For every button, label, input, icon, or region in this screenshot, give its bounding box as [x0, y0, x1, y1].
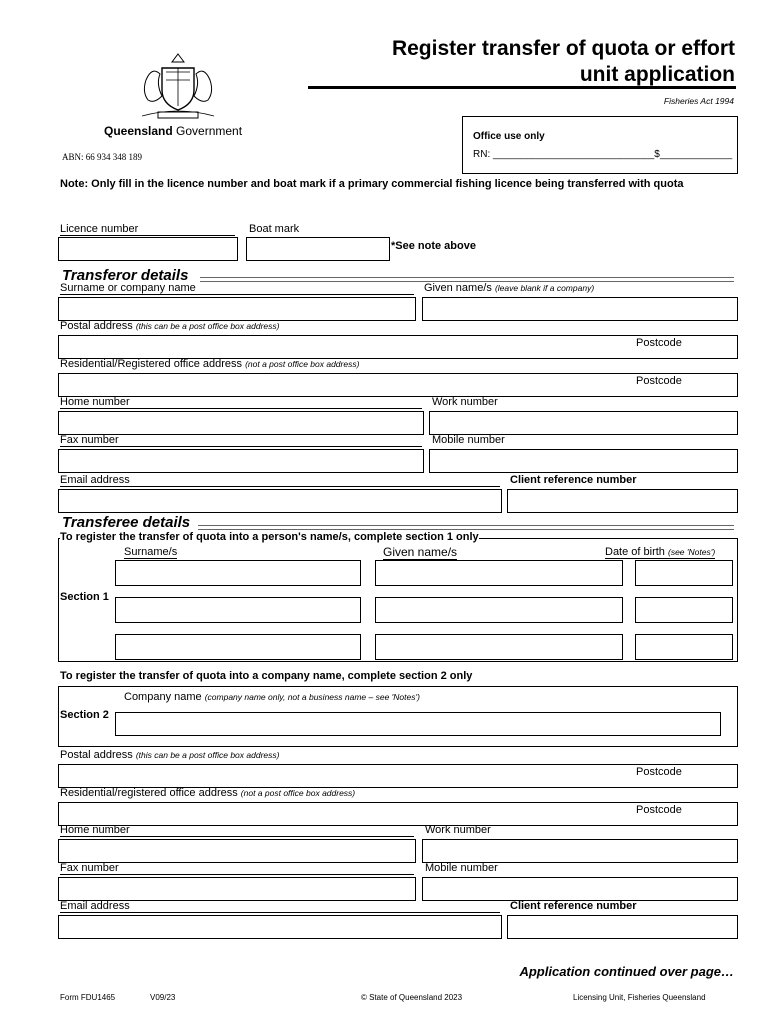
transferor-mobile-label: Mobile number	[432, 434, 505, 446]
footer-form-number: Form FDU1465	[60, 993, 116, 1002]
transferee-email-label: Email address	[60, 900, 500, 913]
transferee-home-label: Home number	[60, 824, 414, 837]
transferor-surname-input[interactable]	[58, 297, 416, 321]
licence-note: Note: Only fill in the licence number and boat mark if a primary commercial fishing licence being transferred with quota	[60, 178, 684, 190]
transferor-given-input[interactable]	[422, 297, 738, 321]
transferee-mobile-label: Mobile number	[425, 862, 498, 874]
see-note-label: *See note above	[391, 240, 476, 252]
abn: ABN: 66 934 348 189	[62, 152, 143, 162]
boat-mark-label: Boat mark	[249, 223, 300, 235]
section1-surname-2-input[interactable]	[115, 597, 361, 623]
section2-label: Section 2	[60, 709, 109, 721]
transferor-fax-label: Fax number	[60, 434, 422, 447]
section1-dob-3-input[interactable]	[635, 634, 733, 660]
transferor-fax-input[interactable]	[58, 449, 424, 473]
act-reference: Fisheries Act 1994	[663, 96, 734, 106]
company-name-input[interactable]	[115, 712, 721, 736]
transferor-home-input[interactable]	[58, 411, 424, 435]
government-logo-text: Queensland Government	[104, 124, 243, 138]
section1-surname-3-input[interactable]	[115, 634, 361, 660]
section2-intro: To register the transfer of quota into a company name, complete section 2 only	[60, 670, 473, 682]
transferee-title: Transferee details	[62, 514, 191, 531]
queensland-coat-of-arms-logo	[138, 50, 218, 122]
transferee-postal-label: Postal address (this can be a post office box address)	[60, 749, 280, 761]
section1-given-1-input[interactable]	[375, 560, 623, 586]
transferor-postcode-label: Postcode	[636, 337, 682, 349]
transferor-given-label: Given name/s (leave blank if a company)	[424, 282, 595, 294]
transferee-residential-label: Residential/registered office address (not a post office box address)	[60, 787, 356, 799]
section1-dob-2-input[interactable]	[635, 597, 733, 623]
transferor-work-input[interactable]	[429, 411, 738, 435]
page-title: Register transfer of quota or effort unit application	[391, 37, 735, 86]
office-use-box	[462, 116, 738, 174]
transferor-title: Transferor details	[62, 267, 189, 284]
transferee-postcode2-label: Postcode	[636, 804, 682, 816]
section1-surname-header: Surname/s	[124, 546, 178, 558]
section1-label: Section 1	[60, 591, 109, 603]
transferee-client-ref-label: Client reference number	[510, 900, 637, 912]
section1-given-header: Given name/s	[383, 545, 458, 559]
transferee-rule	[198, 525, 734, 530]
section1-given-3-input[interactable]	[375, 634, 623, 660]
transferor-email-label: Email address	[60, 474, 500, 487]
transferee-postcode-label: Postcode	[636, 766, 682, 778]
rn-line: RN: _____________________________$_____________	[473, 149, 733, 160]
transferor-surname-label: Surname or company name	[60, 282, 414, 295]
title-rule	[308, 86, 736, 89]
transferee-client-ref-input[interactable]	[507, 915, 738, 939]
footer-unit: Licensing Unit, Fisheries Queensland	[573, 993, 706, 1002]
section1-given-2-input[interactable]	[375, 597, 623, 623]
transferee-work-label: Work number	[425, 824, 491, 836]
footer-version: V09/23	[150, 993, 176, 1002]
transferor-postcode2-label: Postcode	[636, 375, 682, 387]
section1-surname-1-input[interactable]	[115, 560, 361, 586]
transferor-client-ref-label: Client reference number	[510, 474, 637, 486]
transferee-email-input[interactable]	[58, 915, 502, 939]
section1-intro: To register the transfer of quota into a person's name/s, complete section 1 only	[60, 531, 479, 543]
company-name-label: Company name (company name only, not a business name – see 'Notes')	[124, 691, 420, 703]
transferor-mobile-input[interactable]	[429, 449, 738, 473]
transferor-residential-label: Residential/Registered office address (not a post office box address)	[60, 358, 360, 370]
transferor-home-label: Home number	[60, 396, 422, 409]
transferee-fax-label: Fax number	[60, 862, 414, 875]
licence-number-label: Licence number	[60, 223, 235, 236]
transferee-fax-input[interactable]	[58, 877, 416, 901]
continued-note: Application continued over page…	[519, 964, 734, 979]
section1-dob-header: Date of birth (see 'Notes')	[605, 546, 716, 558]
transferor-postal-label: Postal address (this can be a post office box address)	[60, 320, 280, 332]
footer-copyright: © State of Queensland 2023	[361, 993, 463, 1002]
boat-mark-input[interactable]	[246, 237, 390, 261]
transferee-mobile-input[interactable]	[422, 877, 738, 901]
section1-dob-1-input[interactable]	[635, 560, 733, 586]
licence-number-input[interactable]	[58, 237, 238, 261]
office-use-heading: Office use only	[473, 131, 545, 142]
transferor-client-ref-input[interactable]	[507, 489, 738, 513]
transferor-email-input[interactable]	[58, 489, 502, 513]
transferor-work-label: Work number	[432, 396, 498, 408]
transferee-work-input[interactable]	[422, 839, 738, 863]
transferee-home-input[interactable]	[58, 839, 416, 863]
